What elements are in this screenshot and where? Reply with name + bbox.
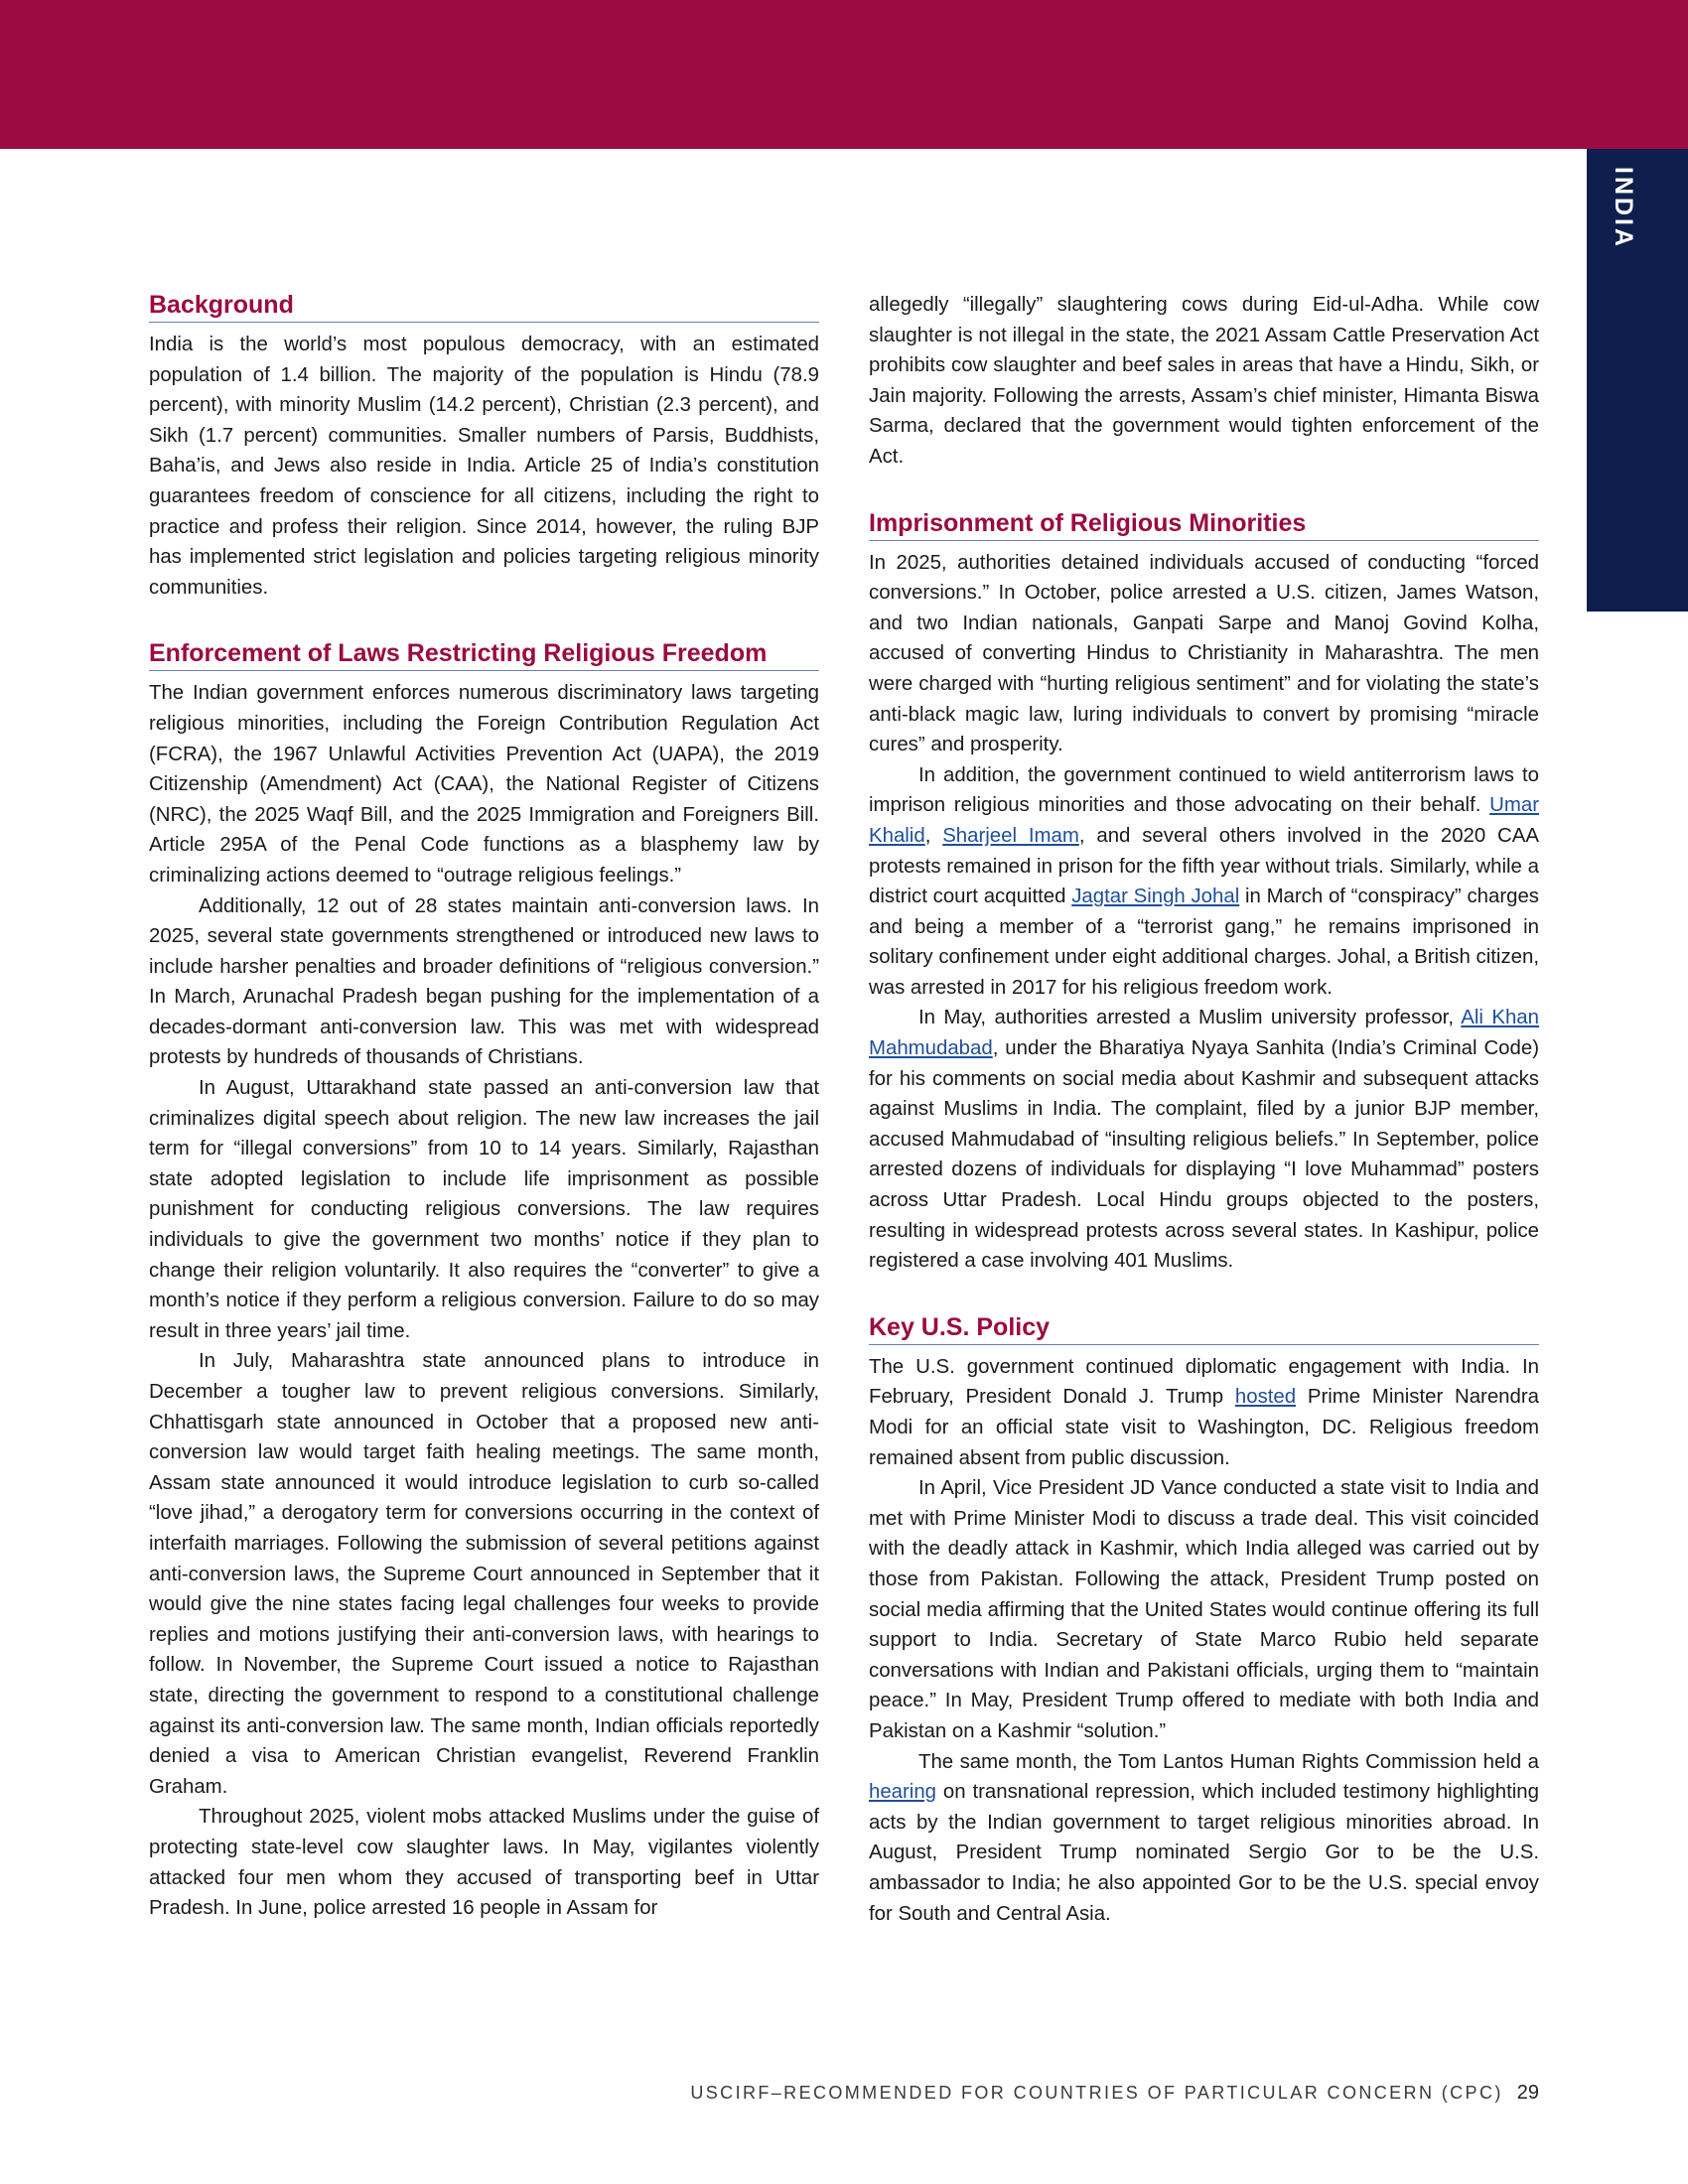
paragraph: In August, Uttarakhand state passed an anti-conversion law that criminalizes digital speech about religion. The new law increases the jail term for “illegal conversions” from 10 to 14 years. Similarly, Rajasthan state adopted legislation to include life imprisonment as possible punishment for conducting religious conversions. The law requires individuals to give the government two months’ notice if they plan to change their religion voluntarily. It also requires the “converter” to give a month’s notice if they perform a religious conversion. Failure to do so may result in three years’ jail time. [149,1077,819,1342]
paragraph: In April, Vice President JD Vance conducted a state visit to India and met with Prime Minister Modi to discuss a trade deal. This visit coincided with the deadly attack in Kashmir, which India alleged was carried out by those from Pakistan. Following the attack, President Trump posted on social media affirming that the United States would continue offering its full support to India. Secretary of State Marco Rubio held separate conversations with Indian and Pakistani officials, urging them to “maintain peace.” In May, President Trump offered to mediate with both India and Pakistan on a Kashmir “solution.” [869,1477,1539,1742]
left-column [149,290,819,1924]
paragraph: India is the world’s most populous democracy, with an estimated population of 1.4 billion. The majority of the population is Hindu (78.9 percent), with minority Muslim (14.2 percent), Christian (2.3 percent), and Sikh (1.7 percent) communities. Smaller numbers of Parsis, Buddhists, Baha’is, and Jews also reside in India. Article 25 of India’s constitution guarantees freedom of conscience for all citizens, including the right to practice and profess their religion. Since 2014, however, the ruling BJP has implemented strict legislation and policies targeting religious minority communities. [149,334,819,599]
text-run: , [924,824,943,847]
ali-khan-mahmudabad-link[interactable]: Ali Khan Mahmudabad [869,1007,1539,1060]
text-run: Prime Minister Narendra Modi for an official state visit to Washington, DC. Religious freedom remained absent from public discussion. [869,1386,1539,1469]
paragraph: Throughout 2025, violent mobs attacked Muslims under the guise of protecting state-level cow slaughter laws. In May, vigilantes violently attacked four men whom they accused of transporting beef in Uttar Pradesh. In June, police arrested 16 people in Assam for [149,1806,819,1920]
paragraph: The Indian government enforces numerous discriminatory laws targeting religious minorities, including the Foreign Contribution Regulation Act (FCRA), the 1967 Unlawful Activities Prevention Act (UAPA), the 2019 Citizenship (Amendment) Act (CAA), the National Register of Citizens (NRC), the 2025 Waqf Bill, and the 2025 Immigration and Foreigners Bill. Article 295A of the Penal Code functions as a blasphemy law by criminalizing actions deemed to “outrage religious feelings.” [149,682,819,887]
section-heading-enforcement: Enforcement of Laws Restricting Religious Freedom [149,638,819,671]
text-run: , under the Bharatiya Nyaya Sanhita (India’s Criminal Code) for his comments on social media about Kashmir and subsequent attacks against Muslims in India. The complaint, filed by a junior BJP member, accused Mahmudabad of “insulting religious beliefs.” In September, police arrested dozens of individuals for displaying “I love Muhammad” posters across Uttar Pradesh. Local Hindu groups objected to the posters, resulting in widespread protests across several states. In Kashipur, police registered a case involving 401 Muslims. [869,1037,1539,1273]
text-run: The U.S. government continued diplomatic engagement with India. In February, President Donald J. Trump [869,1355,1539,1409]
paragraph [869,1352,1539,1473]
paragraph: In July, Maharashtra state announced plans to introduce in December a tougher law to prevent religious conversions. Similarly, Chhattisgarh state announced in October that a proposed new anti-conversion law would target faith healing meetings. The same month, Assam state announced it would introduce legislation to curb so-called “love jihad,” a derogatory term for conversions occurring in the context of interfaith marriages. Following the submission of several petitions against anti-conversion laws, the Supreme Court announced in September that it would give the nine states facing legal challenges four weeks to provide replies and motions justifying their anti-conversion laws, with hearings to follow. In November, the Supreme Court issued a notice to Rajasthan state, directing the government to respond to a constitutional challenge against its anti-conversion law. The same month, Indian officials reportedly denied a visa to American Christian evangelist, Reverend Franklin Graham. [149,1350,819,1798]
section-heading-policy: Key U.S. Policy [869,1312,1539,1345]
hearing-link[interactable]: hearing [869,1781,937,1804]
country-tab-label: INDIA [1610,167,1637,250]
paragraph: In 2025, authorities detained individuals accused of conducting “forced conversions.” In October, police arrested a U.S. citizen, James Watson, and two Indian nationals, Ganpati Sarpe and Manoj Govind Kolha, accused of converting Hindus to Christianity in Maharashtra. The men were charged with “hurting religious sentiment” and for violating the state’s anti-black magic law, luring individuals to convert by promising “miracle cures” and prosperity. [869,551,1539,756]
section-heading-background: Background [149,290,819,323]
text-run: The same month, the Tom Lantos Human Rights Commission held a [918,1750,1539,1773]
sharjeel-imam-link[interactable]: Sharjeel Imam [942,824,1079,847]
text-run: , and several others involved in the 2020 CAA protests remained in prison for the fifth year without trials. Similarly, while a district court acquitted [869,824,1539,908]
text-run: In May, authorities arrested a Muslim university professor, [918,1007,1462,1029]
header-band [0,0,1688,149]
hosted-link[interactable]: hosted [1234,1386,1297,1409]
text-run: on transnational repression, which included testimony highlighting acts by the Indian government to target religious minorities abroad. In August, President Trump nominated Sergio Gor to be the U.S. ambassador to India; he also appointed Gor to be the U.S. special envoy for South and Central Asia. [869,1781,1539,1925]
paragraph [869,1747,1539,1930]
paragraph [869,1003,1539,1276]
text-run: In addition, the government continued to wield antiterrorism laws to imprison religious minorities and those advocating on their behalf. [869,763,1539,817]
paragraph [869,760,1539,1004]
paragraph: allegedly “illegally” slaughtering cows during Eid-ul-Adha. While cow slaughter is not illegal in the state, the 2021 Assam Cattle Preservation Act prohibits cow slaughter and beef sales in areas that have a Hindu, Sikh, or Jain majority. Following the arrests, Assam’s chief minister, Himanta Biswa Sarma, declared that the government would tighten enforcement of the Act. [869,294,1539,468]
jagtar-singh-johal-link[interactable]: Jagtar Singh Johal [1071,886,1240,908]
right-column [869,290,1539,1929]
country-tab [1587,149,1688,612]
section-heading-imprisonment: Imprisonment of Religious Minorities [869,508,1539,541]
umar-khalid-link[interactable]: Umar Khalid [869,794,1539,847]
paragraph: Additionally, 12 out of 28 states maintain anti-conversion laws. In 2025, several state governments strengthened or introduced new laws to include harsher penalties and broader definitions of “religious conversion.” In March, Arunachal Pradesh began pushing for the implementation of a decades-dormant anti-conversion law. This was met with widespread protests by hundreds of thousands of Christians. [149,894,819,1069]
page-footer [690,2082,1539,2105]
footer-text: USCIRF–RECOMMENDED FOR COUNTRIES OF PARTICULAR CONCERN (CPC) [690,2083,1503,2103]
page-number: 29 [1516,2082,1539,2104]
text-run: in March of “conspiracy” charges and being a member of a “terrorist gang,” he remains imprisoned in solitary confinement under eight additional charges. Johal, a British citizen, was arrested in 2017 for his religious freedom work. [869,886,1539,999]
